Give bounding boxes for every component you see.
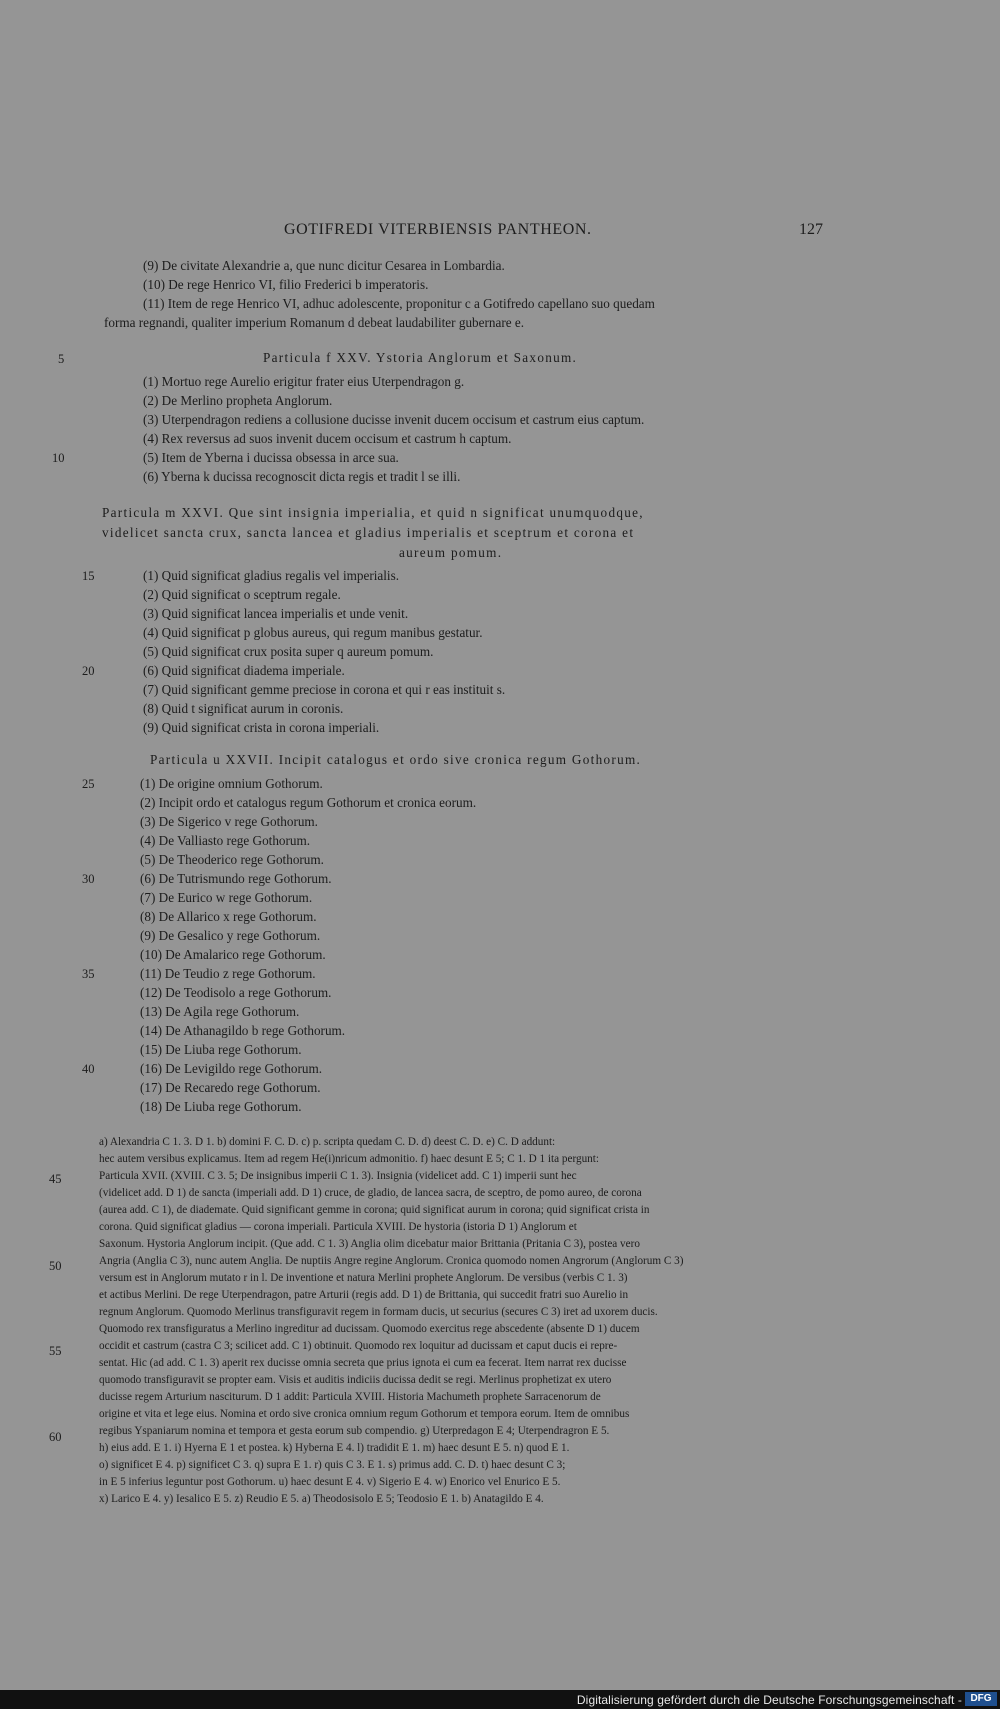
body-line: (9) De civitate Alexandrie a, que nunc dicitur Cesarea in Lombardia. [143,258,505,273]
body-line: (14) De Athanagildo b rege Gothorum. [140,1023,346,1038]
footnote-line: quomodo transfiguravit se propter eam. Visis et auditis indiciis ducissa dedit se regi. Merlinus prophetizat ex utero [99,1374,612,1386]
body-line: (4) Quid significat p globus aureus, qui regum manibus gestatur. [143,625,483,640]
footnote-line: Particula XVII. (XVIII. C 3. 5; De insignibus imperii C 1. 3). Insignia (videlicet add. C 1) imperii sunt hec [99,1170,577,1182]
body-line: (17) De Recaredo rege Gothorum. [140,1080,321,1095]
body-line: (9) Quid significat crista in corona imperiali. [143,720,380,735]
funding-credit: Digitalisierung gefördert durch die Deutsche Forschungsgemeinschaft - [576,1693,962,1707]
body-line: (11) De Teudio z rege Gothorum. [140,966,316,981]
body-line: (9) De Gesalico y rege Gothorum. [140,928,321,943]
line-number: 15 [82,569,95,583]
dfg-logo: DFG [965,1692,997,1706]
body-line: (5) De Theoderico rege Gothorum. [140,852,324,867]
line-number: 10 [52,451,65,465]
footnote-line: (videlicet add. D 1) de sancta (imperiali add. D 1) cruce, de gladio, de lancea sacra, de sceptro, de pomo aureo, de corona [99,1187,642,1199]
body-line: (7) Quid significant gemme preciose in corona et qui r eas instituit s. [143,682,506,697]
body-line: (6) Quid significat diadema imperiale. [143,663,345,678]
page-number: 127 [799,221,823,238]
body-line: (10) De Amalarico rege Gothorum. [140,947,326,962]
body-line: (13) De Agila rege Gothorum. [140,1004,300,1019]
body-line: (1) Mortuo rege Aurelio erigitur frater eius Uterpendragon g. [143,374,465,389]
footnote-line: corona. Quid significat gladius — corona imperiali. Particula XVIII. De hystoria (istoria D 1) Anglorum et [99,1221,577,1233]
footnote-line: h) eius add. E 1. i) Hyerna E 1 et postea. k) Hyberna E 4. l) tradidit E 1. m) haec desunt E 5. n) quod E 1. [99,1442,570,1454]
footnote-line: Angria (Anglia C 3), nunc autem Anglia. De nuptiis Angre regine Anglorum. Cronica quomodo nomen Angrorum (Anglorum C 3) [99,1255,684,1267]
footnote-line: in E 5 inferius leguntur post Gothorum. u) haec desunt E 4. v) Sigerio E 4. w) Enorico vel Enurico E 5. [99,1476,561,1488]
footnote-line: a) Alexandria C 1. 3. D 1. b) domini F. C. D. c) p. scripta quedam C. D. d) deest C. D. e) C. D addunt: [99,1136,556,1148]
body-line: (3) De Sigerico v rege Gothorum. [140,814,318,829]
section-heading: videlicet sancta crux, sancta lancea et gladius imperialis et sceptrum et corona et [102,525,635,540]
body-line: (8) De Allarico x rege Gothorum. [140,909,317,924]
line-number: 30 [82,872,95,886]
body-line: (1) De origine omnium Gothorum. [140,776,323,791]
footnote-line: (aurea add. C 1), de diademate. Quid significant gemme in corona; quid significat aurum in corona; quid significat crista in [99,1204,650,1216]
body-line: (12) De Teodisolo a rege Gothorum. [140,985,332,1000]
body-line: (7) De Eurico w rege Gothorum. [140,890,313,905]
body-line: (11) Item de rege Henrico VI, adhuc adolescente, proponitur c a Gotifredo capellano suo quedam [143,296,655,311]
footnote-line: sentat. Hic (ad add. C 1. 3) aperit rex ducisse omnia secreta que prius ignota ei cum ea fecerat. Item narrat rex ducisse [99,1357,627,1369]
body-line: (5) Quid significat crux posita super q aureum pomum. [143,644,434,659]
line-number: 25 [82,777,95,791]
body-line: (6) De Tutrismundo rege Gothorum. [140,871,332,886]
line-number: 20 [82,664,95,678]
footnote-line: Saxonum. Hystoria Anglorum incipit. (Que add. C 1. 3) Anglia olim dicebatur maior Brittania (Pritania C 3), postea vero [99,1238,640,1250]
running-title: GOTIFREDI VITERBIENSIS PANTHEON. [284,221,592,238]
body-line: (15) De Liuba rege Gothorum. [140,1042,302,1057]
body-line: (2) Incipit ordo et catalogus regum Gothorum et cronica eorum. [140,795,477,810]
line-number: 60 [49,1430,62,1444]
line-number: 50 [49,1259,62,1273]
line-number: 45 [49,1172,62,1186]
body-line: (6) Yberna k ducissa recognoscit dicta regis et tradit l se illi. [143,469,461,484]
body-line: forma regnandi, qualiter imperium Romanum d debeat laudabiliter gubernare e. [104,315,525,330]
body-line: (16) De Levigildo rege Gothorum. [140,1061,323,1076]
footnote-line: x) Larico E 4. y) Iesalico E 5. z) Reudio E 5. a) Theodosisolo E 5; Teodosio E 1. b) Anatagildo E 4. [99,1493,544,1505]
line-number: 5 [58,352,65,366]
body-line: (4) De Valliasto rege Gothorum. [140,833,311,848]
footnote-line: origine et vita et lege eius. Nomina et ordo sive cronica omnium regum Gothorum et tempora eorum. Item de omnibus [99,1408,630,1420]
body-line: (2) Quid significat o sceptrum regale. [143,587,341,602]
line-number: 40 [82,1062,95,1076]
section-heading: aureum pomum. [399,545,503,560]
footnote-line: Quomodo rex transfiguratus a Merlino ingreditur ad ducissam. Quomodo exercitus rege abscedente (absente D 1) ducem [99,1323,640,1335]
body-line: (18) De Liuba rege Gothorum. [140,1099,302,1114]
footnote-line: hec autem versibus explicamus. Item ad regem He(i)nricum admonitio. f) haec desunt E 5; C 1. D 1 ita pergunt: [99,1153,599,1165]
footnote-line: et actibus Merlini. De rege Uterpendragon, patre Arturii (regis add. D 1) de Brittania, qui succedit fratri suo Aurelio in [99,1289,629,1301]
section-heading: Particula u XXVII. Incipit catalogus et ordo sive cronica regum Gothorum. [150,752,642,767]
footnote-line: o) significet E 4. p) significet C 3. q) supra E 1. r) quis C 3. E 1. s) primus add. C. D. t) haec desunt C 3; [99,1459,566,1471]
footnote-line: versum est in Anglorum mutato r in l. De inventione et natura Merlini prophete Anglorum. De versibus (verbis C 1. 3) [99,1272,628,1284]
footnote-line: occidit et castrum (castra C 3; scilicet add. C 1) obtinuit. Quomodo rex loquitur ad ducissam et caput ducis ei repre- [99,1340,618,1352]
footnote-line: regnum Anglorum. Quomodo Merlinus transfiguravit regem in formam ducis, ut securius (secures C 3) iret ad uxorem ducis. [99,1306,658,1318]
body-line: (8) Quid t significat aurum in coronis. [143,701,344,716]
section-heading: Particula f XXV. Ystoria Anglorum et Saxonum. [263,350,578,365]
body-line: (1) Quid significat gladius regalis vel imperialis. [143,568,399,583]
body-line: (5) Item de Yberna i ducissa obsessa in arce sua. [143,450,399,465]
section-heading: Particula m XXVI. Que sint insignia imperialia, et quid n significat unumquodque, [102,505,644,520]
line-number: 35 [82,967,95,981]
body-line: (4) Rex reversus ad suos invenit ducem occisum et castrum h captum. [143,431,512,446]
body-line: (3) Uterpendragon rediens a collusione ducisse invenit ducem occisum et castrum eius captum. [143,412,645,427]
footnote-line: regibus Yspaniarum nomina et tempora et gesta eorum sub compendio. g) Uterpredagon E 4; Uterpendragron E 5. [99,1425,610,1437]
body-line: (2) De Merlino propheta Anglorum. [143,393,333,408]
line-number: 55 [49,1344,62,1358]
body-line: (3) Quid significat lancea imperialis et unde venit. [143,606,409,621]
footnote-line: ducisse regem Arturium nasciturum. D 1 addit: Particula XVIII. Historia Machumeth prophete Sarracenorum de [99,1391,601,1403]
body-line: (10) De rege Henrico VI, filio Frederici b imperatoris. [143,277,429,292]
